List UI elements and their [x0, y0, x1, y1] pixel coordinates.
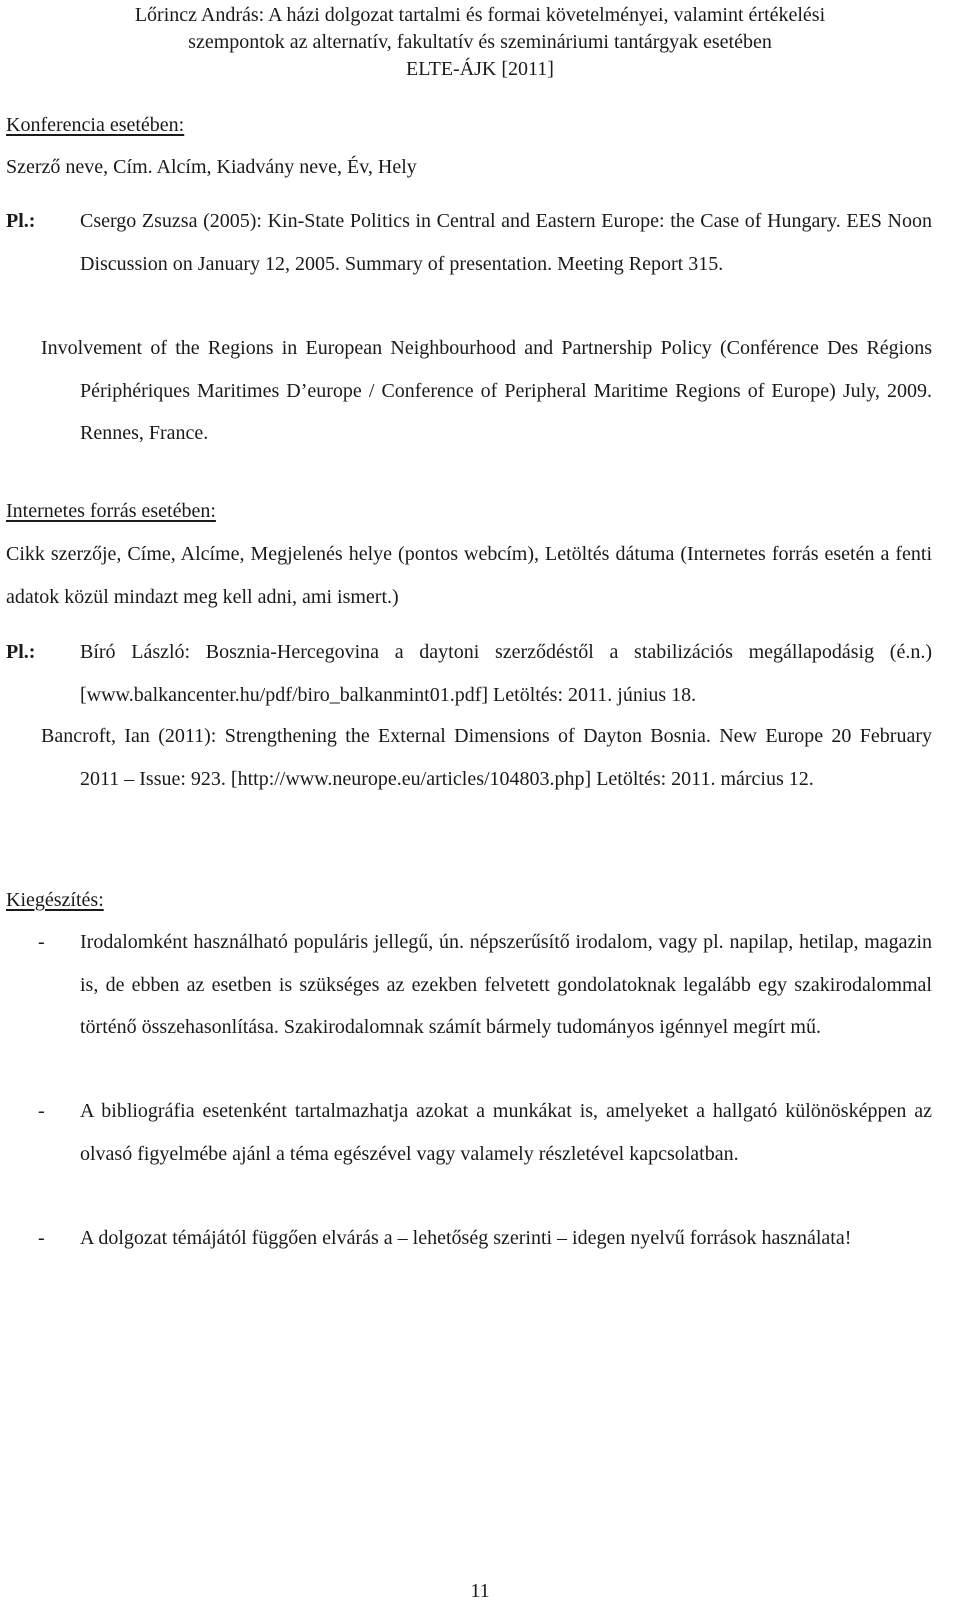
conference-format: Szerző neve, Cím. Alcím, Kiadvány neve, Év, Hely	[6, 156, 417, 178]
internet-format: Cikk szerzője, Címe, Alcíme, Megjelenés helye (pontos webcím), Letöltés dátuma (Internetes forrás esetén a fenti adatok közül mindazt meg kell adni, ami ismert.)	[6, 543, 932, 608]
page-number: 11	[470, 1580, 490, 1602]
internet-example-1: Bíró László: Bosznia-Hercegovina a daytoni szerződéstől a stabilizációs megállapodásig (é.n.) [www.balkancenter.hu/pdf/biro_balkanmint01.pdf] Letöltés: 2011. június 18.	[80, 641, 932, 706]
page-header	[0, 2, 960, 83]
header-line-3: ELTE-ÁJK [2011]	[406, 58, 554, 80]
internet-heading: Internetes forrás esetében:	[6, 500, 216, 522]
conference-example-label: Pl.:	[6, 210, 36, 232]
bullet-marker-2: -	[38, 1100, 45, 1122]
bullet-marker-1: -	[38, 931, 45, 953]
internet-example-2: Bancroft, Ian (2011): Strengthening the External Dimensions of Dayton Bosnia. New Europe 20 February 2011 – Issue: 923. [http://www.neurope.eu/articles/104803.php] Letöltés: 2011. március 12.	[41, 725, 932, 790]
bullet-marker-3: -	[38, 1227, 45, 1249]
supplement-heading: Kiegészítés:	[6, 889, 104, 911]
conference-heading: Konferencia esetében:	[6, 114, 185, 136]
internet-example-label: Pl.:	[6, 641, 36, 663]
supplement-item-2: A bibliográfia esetenként tartalmazhatja azokat a munkákat is, amelyeket a hallgató különösképpen az olvasó figyelmébe ajánl a téma egészével vagy valamely részletével kapcsolatban.	[80, 1100, 932, 1165]
header-line-2: szempontok az alternatív, fakultatív és szemináriumi tantárgyak esetében	[188, 31, 772, 53]
supplement-item-1: Irodalomként használható populáris jellegű, ún. népszerűsítő irodalom, vagy pl. napilap, hetilap, magazin is, de ebben az esetben is szükséges az ezekben felvetett gondolatoknak legalább egy szakirodalommal történő összehasonlítása. Szakirodalomnak számít bármely tudományos igénnyel megírt mű.	[80, 931, 932, 1038]
conference-example-2: Involvement of the Regions in European Neighbourhood and Partnership Policy (Conférence Des Régions Périphériques Maritimes D’europe / Conference of Peripheral Maritime Regions of Europe) July, 2009. Rennes, France.	[41, 337, 932, 444]
header-line-1: Lőrincz András: A házi dolgozat tartalmi és formai követelményei, valamint értékelési	[134, 4, 826, 26]
supplement-item-3: A dolgozat témájától függően elvárás a – lehetőség szerinti – idegen nyelvű források használata!	[80, 1227, 852, 1249]
conference-example-1: Csergo Zsuzsa (2005): Kin-State Politics in Central and Eastern Europe: the Case of Hungary. EES Noon Discussion on January 12, 2005. Summary of presentation. Meeting Report 315.	[80, 210, 932, 275]
